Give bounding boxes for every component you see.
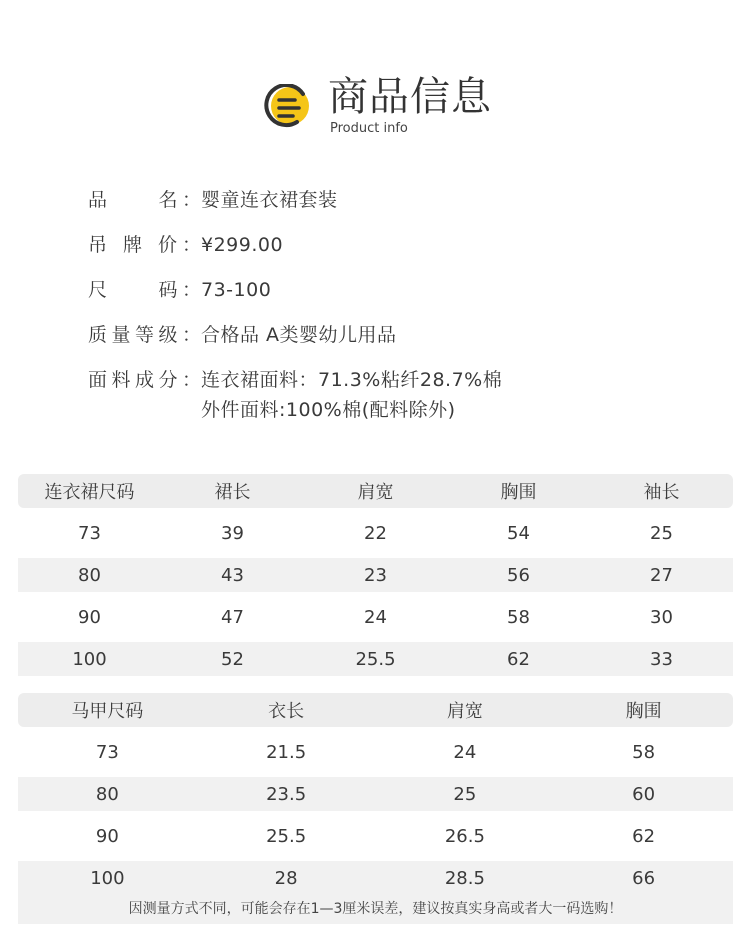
table-cell: 23 (364, 564, 387, 586)
table-row (18, 861, 733, 895)
table-row (18, 516, 733, 550)
column-header: 胸围 (500, 482, 537, 503)
info-row-size (88, 275, 708, 305)
table-cell: 25 (453, 783, 477, 805)
column-header: 连衣裙尺码 (44, 482, 135, 503)
table-cell: 33 (650, 648, 673, 670)
table-cell: 25.5 (355, 648, 396, 670)
column-header: 马甲尺码 (71, 701, 144, 722)
column-header: 胸围 (625, 701, 662, 722)
info-row-name (88, 185, 708, 215)
table-cell: 100 (90, 867, 125, 889)
table-cell: 58 (632, 741, 656, 763)
section-header (263, 70, 503, 140)
table-row (18, 642, 733, 676)
table-cell: 39 (221, 522, 244, 544)
measurement-note: 因测量方式不同，可能会存在1—3厘米误差，建议按真实身高或者大一码选购！ (18, 894, 733, 924)
table-cell: 54 (507, 522, 530, 544)
table-cell: 24 (364, 606, 387, 628)
table-header-row (18, 693, 733, 727)
table-row (18, 777, 733, 811)
info-label: 尺 码： (88, 279, 201, 301)
table-header-row (18, 474, 733, 508)
column-header: 袖长 (643, 482, 680, 503)
info-value: ¥299.00 (201, 234, 284, 256)
column-header: 裙长 (214, 482, 251, 503)
table-cell: 56 (507, 564, 530, 586)
table-cell: 28.5 (444, 867, 485, 889)
table-cell: 26.5 (444, 825, 485, 847)
table-cell: 62 (632, 825, 656, 847)
table-row (18, 558, 733, 592)
dress-size-table (18, 474, 733, 676)
info-row-price (88, 230, 708, 260)
table-cell: 62 (507, 648, 530, 670)
column-header: 肩宽 (446, 701, 483, 722)
info-label: 吊 牌 价： (88, 234, 201, 256)
table-cell: 80 (78, 564, 101, 586)
table-cell: 80 (95, 783, 119, 805)
table-cell: 30 (650, 606, 673, 628)
table-cell: 52 (221, 648, 244, 670)
info-value: 婴童连衣裙套装 (201, 189, 338, 211)
page-subtitle: Product info (330, 121, 408, 136)
table-cell: 28 (274, 867, 298, 889)
table-row (18, 819, 733, 853)
info-value: 合格品 A类婴幼儿用品 (201, 324, 397, 346)
table-cell: 73 (95, 741, 119, 763)
product-info-list (88, 185, 708, 440)
table-cell: 43 (221, 564, 244, 586)
table-cell: 21.5 (266, 741, 307, 763)
table-cell: 23.5 (266, 783, 307, 805)
info-value: 73-100 (201, 279, 272, 301)
document-list-icon (263, 84, 313, 130)
table-cell: 47 (221, 606, 244, 628)
table-cell: 60 (632, 783, 656, 805)
page-title: 商品信息 (328, 74, 492, 120)
table-cell: 100 (72, 648, 107, 670)
table-cell: 58 (507, 606, 530, 628)
table-cell: 90 (78, 606, 101, 628)
table-cell: 90 (95, 825, 119, 847)
info-value: 连衣裙面料：71.3%粘纤28.7%棉 外件面料:100%棉(配料除外) (201, 369, 503, 421)
info-label: 品 名： (88, 189, 201, 211)
table-cell: 27 (650, 564, 673, 586)
info-label: 质量等级： (88, 324, 201, 346)
vest-size-table (18, 693, 733, 895)
info-row-fabric (88, 365, 708, 425)
info-row-grade (88, 320, 708, 350)
table-cell: 66 (632, 867, 656, 889)
table-cell: 22 (364, 522, 387, 544)
column-header: 衣长 (268, 701, 305, 722)
table-cell: 25 (650, 522, 673, 544)
table-row (18, 735, 733, 769)
table-cell: 25.5 (266, 825, 307, 847)
table-cell: 73 (78, 522, 101, 544)
column-header: 肩宽 (357, 482, 394, 503)
table-cell: 24 (453, 741, 477, 763)
table-row (18, 600, 733, 634)
info-label: 面料成分： (88, 369, 201, 391)
